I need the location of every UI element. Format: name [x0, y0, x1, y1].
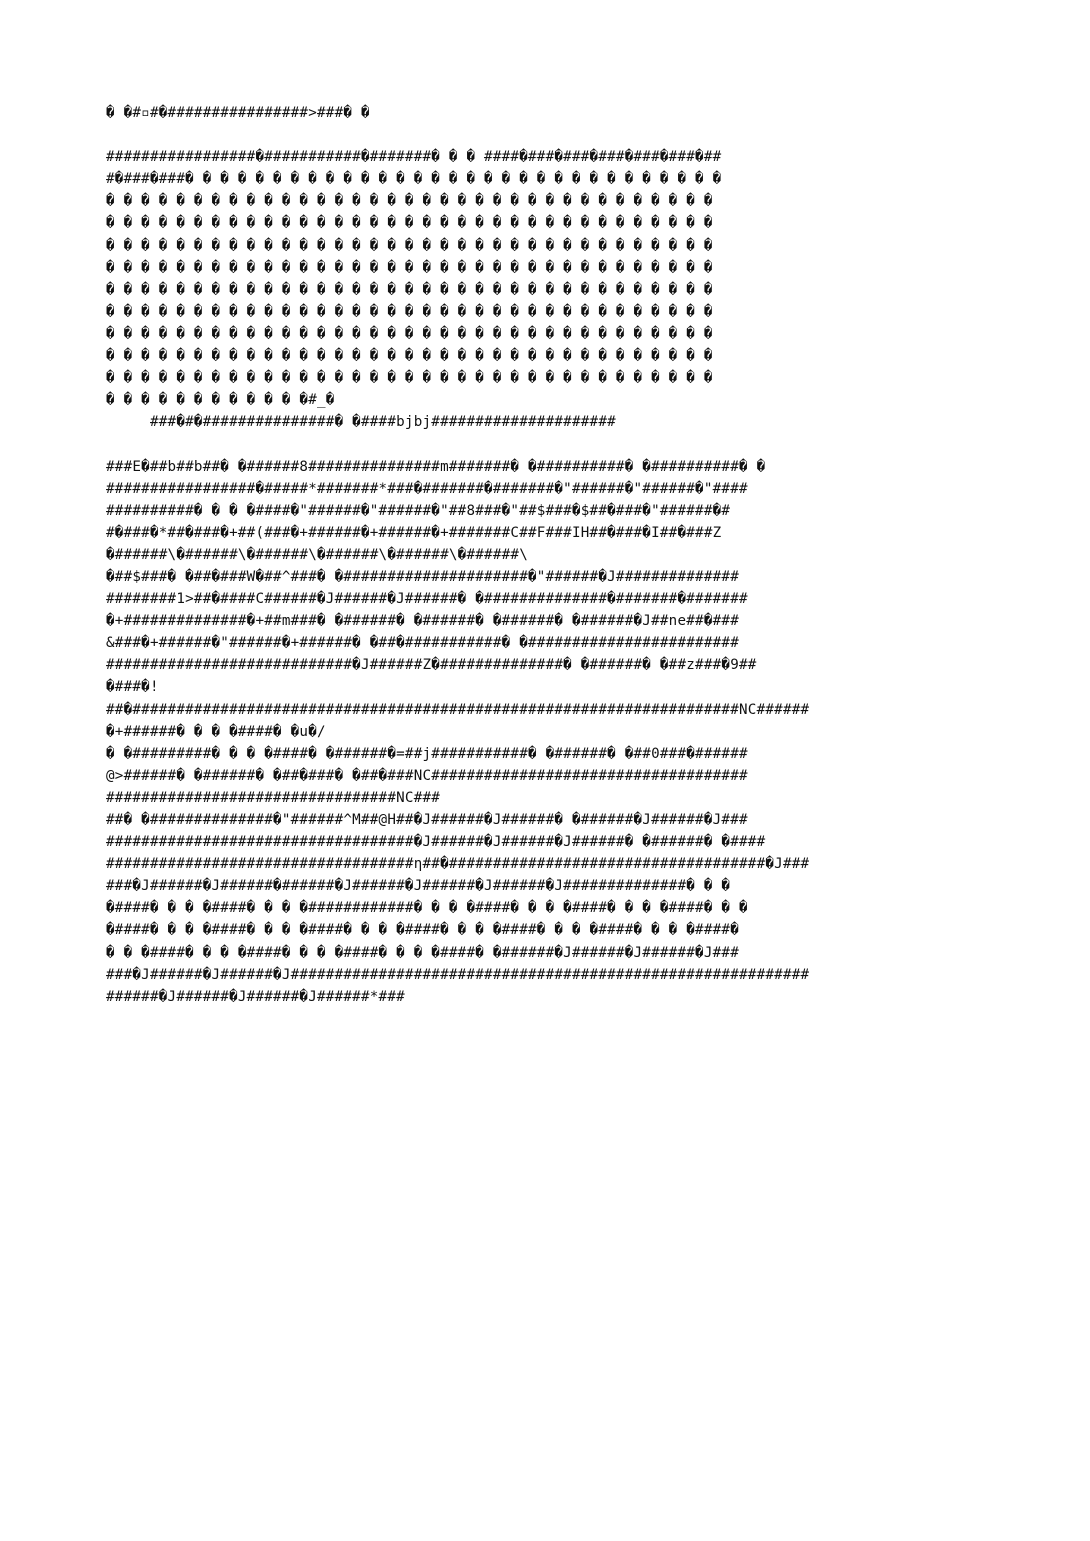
text-line: � � �####� � � �####� � � �####� � � �####� �######�J######�J######�J###: [106, 944, 739, 961]
text-line: ##� �##############�"######^M##@H##�J######�J######� �######�J######�J###: [106, 812, 748, 828]
text-line: � �#########� � � �####� �######�=##j###########� �######� �##0###�######: [106, 745, 748, 762]
blank-line: [106, 124, 986, 146]
text-line: ###################################η##�####################################�J###: [106, 856, 810, 873]
text-line: �##$###� �##�###W�##^###� �#####################�"######�J##############: [106, 568, 739, 585]
text-line: � � � � � � � � � � � � � � � � � � � � � � � � � � � � � � � � � � �: [106, 215, 713, 232]
text-line: @>######� �######� �##�###� �##�###NC####################################: [106, 767, 748, 784]
paragraph-1: [106, 146, 986, 433]
text-line: � � � � � � � � � � � � � � � � � � � � � � � � � � � � � � � � � � �: [106, 303, 713, 320]
paragraph-2: [106, 456, 986, 1008]
text-line: #################�#####*#######*###�#######�#######�"######�"######�"####: [106, 480, 748, 497]
document-text: [106, 102, 986, 1008]
text-line: ###�J######�J######�######�J######�J######�J######�J##############� � �: [106, 878, 731, 895]
text-line: �+##############�+##m###� �######� �######� �######� �######�J##ne##�###: [106, 613, 739, 630]
text-line: � � � � � � � � � � � � � � � � � � � � � � � � � � � � � � � � � � �: [106, 259, 713, 276]
text-line: ###�#�###############� �####bjbj#####################: [106, 414, 616, 431]
text-line: ###�J######�J######�J###########################################################: [106, 966, 810, 983]
text-line: � � � � � � � � � � � � � � � � � � � � � � � � � � � � � � � � � � �: [106, 281, 713, 298]
text-line: &###�+######�"######�+######� �##�###########� �########################: [106, 635, 739, 652]
text-line: ############################�J######Z�##############� �######� �##z###�9##: [106, 657, 757, 674]
text-line: #�###�###� � � � � � � � � � � � � � � � � � � � � � � � � � � � � � �: [106, 171, 722, 188]
text-line: ########1>##�####C######�J######�J######� �##############�#######�#######: [106, 591, 748, 608]
text-line: � � � � � � � � � � � � � � � � � � � � � � � � � � � � � � � � � � �: [106, 370, 713, 387]
text-line: #################�###########�#######� � � ####�###�###�###�###�###�##: [106, 149, 722, 166]
text-line: �######\�######\�######\�######\�######\�######\: [106, 546, 528, 563]
text-line: � � � � � � � � � � � � � � � � � � � � � � � � � � � � � � � � � � �: [106, 193, 713, 210]
text-line: ##########� � � �####�"######�"######�"##8###�"##$###�$##�###�"######�#: [106, 502, 731, 519]
text-line: ###################################�J######�J######�J######� �######� �####: [106, 834, 766, 851]
text-line: � � � � � � � � � � � �#_�: [106, 392, 335, 409]
blank-line: [106, 433, 986, 455]
text-line: ###E�##b##b##� �######8###############m#######� �##########� �##########� �: [106, 458, 766, 475]
text-line: #################################NC###: [106, 789, 441, 806]
text-line: � � � � � � � � � � � � � � � � � � � � � � � � � � � � � � � � � � �: [106, 348, 713, 365]
text-line: ######�J######�J######�J######*###: [106, 988, 405, 1005]
text-line: �+######� � � �####� �u�/: [106, 723, 326, 740]
text-line: � � � � � � � � � � � � � � � � � � � � � � � � � � � � � � � � � � �: [106, 325, 713, 342]
text-line: �####� � � �####� � � �####� � � �####� � � �####� � � �####� � � �####�: [106, 922, 739, 939]
text-line: �###�!: [106, 679, 159, 696]
text-line: � �#▫#�################>###� �: [106, 105, 370, 121]
text-line: � � � � � � � � � � � � � � � � � � � � � � � � � � � � � � � � � � �: [106, 237, 713, 254]
text-line: ##�#####################################################################NC######: [106, 701, 810, 718]
text-line: #�###�*##�###�+##(###�+######�+######�+#######C##F###IH##�###�I##�###Z: [106, 524, 722, 541]
text-line: �####� � � �####� � � �############� � � �####� � � �####� � � �####� � �: [106, 900, 748, 917]
